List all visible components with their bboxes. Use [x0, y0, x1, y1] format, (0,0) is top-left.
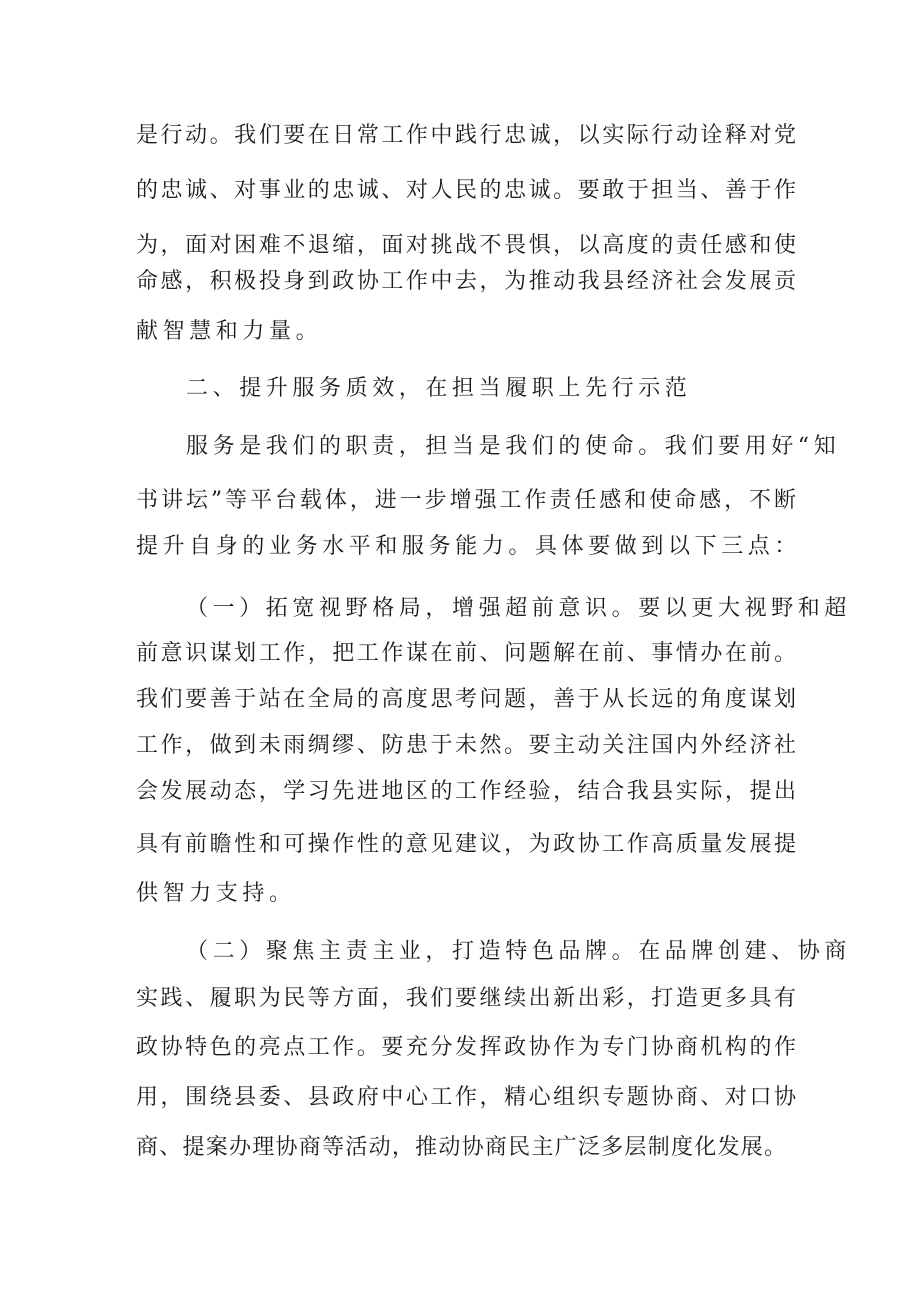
paragraph-line: 献智慧和力量。: [136, 319, 323, 344]
section-heading: 二、提升服务质效，在担当履职上先行示范: [186, 376, 692, 401]
paragraph-line: 服务是我们的职责，担当是我们的使命。我们要用好“知: [186, 434, 841, 459]
paragraph-line: 政协特色的亮点工作。要充分发挥政协作为专门协商机构的作: [136, 1035, 796, 1060]
paragraph-line: 实践、履职为民等方面，我们要继续出新出彩，打造更多具有: [136, 986, 796, 1011]
paragraph-line: 会发展动态，学习先进地区的工作经验，结合我县实际，提出: [136, 779, 796, 804]
paragraph-line: 命感，积极投身到政协工作中去，为推动我县经济社会发展贡: [136, 269, 796, 294]
paragraph-line: 具有前瞻性和可操作性的意见建议，为政协工作高质量发展提: [136, 832, 796, 857]
paragraph-line: 我们要善于站在全局的高度思考问题，善于从长远的角度谋划: [136, 687, 796, 712]
paragraph-line: 的忠诚、对事业的忠诚、对人民的忠诚。要敢于担当、善于作: [136, 178, 796, 203]
paragraph-line: 为，面对困难不退缩，面对挑战不畏惧，以高度的责任感和使: [136, 233, 796, 258]
paragraph-line: 是行动。我们要在日常工作中践行忠诚，以实际行动诠释对党: [136, 123, 796, 148]
subsection-heading: （二）聚焦主责主业，打造特色品牌。在品牌创建、协商: [186, 939, 852, 964]
paragraph-line: 供智力支持。: [136, 881, 296, 906]
paragraph-line: 前意识谋划工作，把工作谋在前、问题解在前、事情办在前。: [136, 641, 796, 666]
subsection-heading: （一）拓宽视野格局，增强超前意识。要以更大视野和超: [186, 596, 852, 621]
paragraph-line: 书讲坛”等平台载体，进一步增强工作责任感和使命感，不断: [136, 488, 796, 513]
paragraph-line: 工作，做到未雨绸缪、防患于未然。要主动关注国内外经济社: [136, 733, 796, 758]
paragraph-line: 提升自身的业务水平和服务能力。具体要做到以下三点：: [136, 534, 802, 559]
paragraph-line: 用，围绕县委、县政府中心工作，精心组织专题协商、对口协: [136, 1085, 796, 1110]
paragraph-line: 商、提案办理协商等活动，推动协商民主广泛多层制度化发展。: [136, 1135, 786, 1160]
